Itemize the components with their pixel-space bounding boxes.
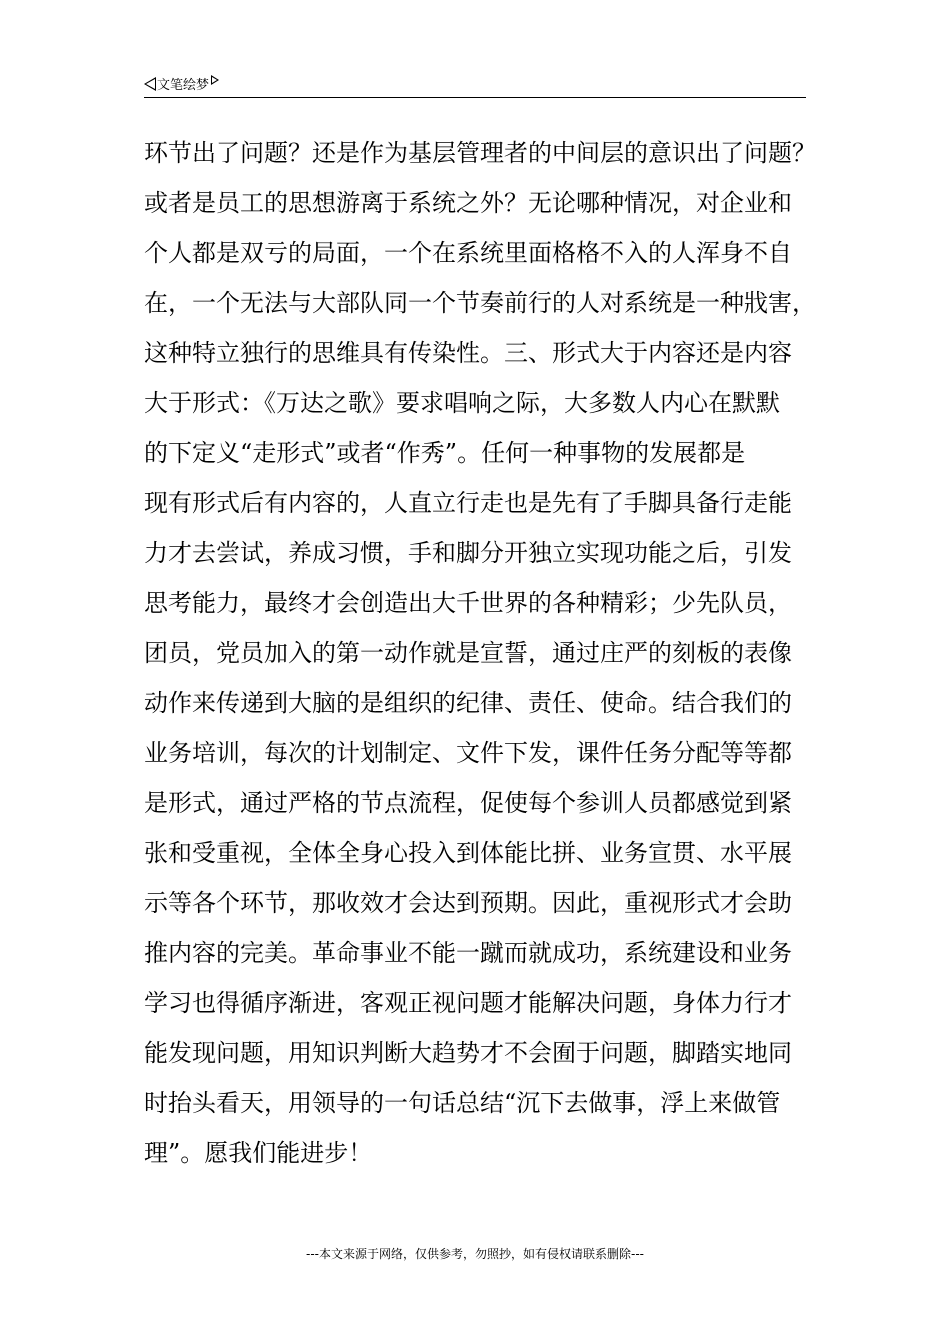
triangle-left-icon	[144, 77, 156, 91]
text-line: 推内容的完美。革命事业不能一蹴而就成功，系统建设和业务	[144, 939, 792, 967]
text-line: 动作来传递到大脑的是组织的纪律、责任、使命。结合我们的	[144, 689, 792, 717]
text-line: 时抬头看天，用领导的一句话总结“沉下去做事，浮上来做管	[144, 1089, 781, 1117]
footer-notice: ---本文来源于网络，仅供参考，勿照抄，如有侵权请联系删除---	[306, 1247, 644, 1261]
text-line: 学习也得循序渐进，客观正视问题才能解决问题，身体力行才	[144, 989, 792, 1017]
text-line: 这种特立独行的思维具有传染性。三、形式大于内容还是内容	[144, 339, 792, 367]
text-line: 是形式，通过严格的节点流程，促使每个参训人员都感觉到紧	[144, 789, 792, 817]
header-title: 文笔绘梦	[157, 78, 210, 93]
text-line: 或者是员工的思想游离于系统之外？无论哪种情况，对企业和	[144, 189, 792, 217]
text-line: 思考能力，最终才会创造出大千世界的各种精彩；少先队员，	[144, 589, 792, 617]
header-label	[144, 75, 219, 94]
document-body	[144, 128, 824, 1178]
page-header	[144, 72, 806, 98]
text-line: 业务培训，每次的计划制定、文件下发，课件任务分配等等都	[144, 739, 792, 767]
text-line: 在，一个无法与大部队同一个节奏前行的人对系统是一种戕害，	[144, 289, 816, 317]
text-line: 团员，党员加入的第一动作就是宣誓，通过庄严的刻板的表像	[144, 639, 792, 667]
text-line: 理”。愿我们能进步！	[144, 1139, 373, 1167]
text-line: 大于形式：《万达之歌》要求唱响之际，大多数人内心在默默	[144, 389, 780, 417]
text-line: 能发现问题，用知识判断大趋势才不会囿于问题，脚踏实地同	[144, 1039, 792, 1067]
text-line: 现有形式后有内容的，人直立行走也是先有了手脚具备行走能	[144, 489, 792, 517]
text-line: 的下定义“走形式”或者“作秀”。任何一种事物的发展都是	[144, 439, 746, 467]
text-line: 示等各个环节，那收效才会达到预期。因此，重视形式才会助	[144, 889, 792, 917]
triangle-right-icon	[211, 75, 219, 85]
text-line: 张和受重视，全体全身心投入到体能比拼、业务宣贯、水平展	[144, 839, 792, 867]
text-line: 环节出了问题？还是作为基层管理者的中间层的意识出了问题？	[144, 139, 816, 167]
text-line: 力才去尝试，养成习惯，手和脚分开独立实现功能之后，引发	[144, 539, 792, 567]
text-line: 个人都是双亏的局面，一个在系统里面格格不入的人浑身不自	[144, 239, 792, 267]
